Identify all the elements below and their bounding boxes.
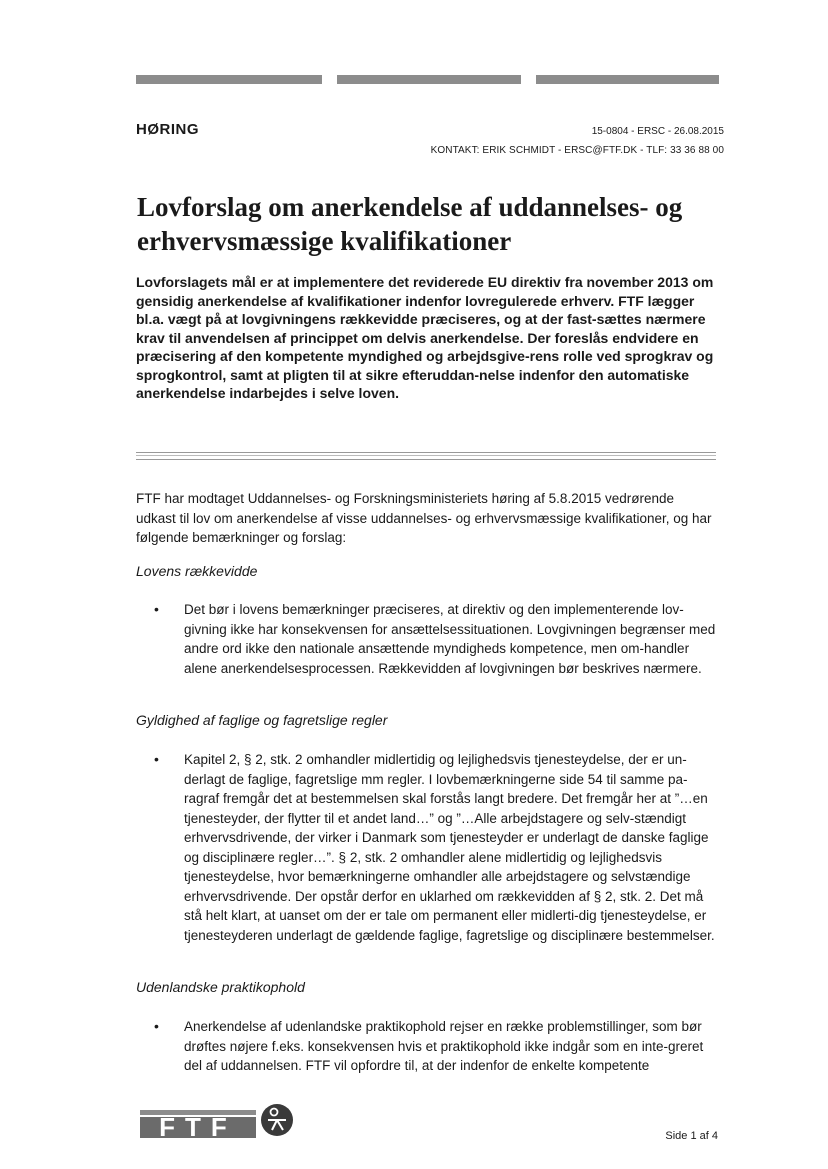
intro-paragraph: FTF har modtaget Uddannelses- og Forskningsministeriets høring af 5.8.2015 vedrørende udkast til lov om anerkendelse af visse uddannelses- og erhvervsmæssige kvalifikationer, og har følgende bemærkninger og forslag: [136,491,712,545]
ftf-logo [140,1102,300,1138]
section-heading-internships: Udenlandske praktikophold [136,979,305,995]
section-heading-validity: Gyldighed af faglige og fagretslige regler [136,712,388,728]
document-type-label: HØRING [136,121,199,138]
bullet-item-validity [136,750,718,945]
section-heading-reach: Lovens rækkevidde [136,563,258,579]
header-rule-3 [536,75,719,84]
lead-paragraph: Lovforslagets mål er at implementere det reviderede EU direktiv fra november 2013 om gensidig anerkendelse af kvalifikationer indenfor lovregulerede erhverv. FTF lægger bl.a. vægt på at lovgivningens rækkevidde præciseres, og at der fast-sættes nærmere krav til anvendelsen af princippet om delvis anerkendelse. Der foreslås endvidere en præcisering af den kompetente myndighed og arbejdsgive-rens rolle ved sprogkrav og sprogkontrol, samt at pligten til at sikre efteruddan-nelse indenfor den automatiske anerkendelse indarbejdes i selve loven. [136,274,714,401]
header-rule-2 [337,75,521,84]
bullet-icon: • [154,601,159,617]
bullet-text: Anerkendelse af udenlandske praktikophold rejser en række problemstillinger, som bør drøftes nøjere f.eks. konsekvensen hvis et praktikophold ikke indgår som en inte-greret del af uddannelsen. FTF vil opfordre til, at der indenfor de enkelte kompetente [184,1019,704,1073]
bullet-icon: • [154,1018,159,1034]
bullet-item-internships [136,1017,718,1076]
section-divider [136,452,716,460]
header-rule-1 [136,75,322,84]
bullet-icon: • [154,751,159,767]
contact-info: KONTAKT: ERIK SCHMIDT - ERSC@FTF.DK - TLF: 33 36 88 00 [430,145,724,156]
bullet-item-reach [136,600,718,678]
document-title: Lovforslag om anerkendelse af uddannelses- og erhvervsmæssige kvalifikationer [137,192,683,256]
bullet-text: Det bør i lovens bemærkninger præciseres, at direktiv og den implementerende lov-givning ikke har konsekvensen for ansættelsessituationen. Lovgivningen begrænser med andre ord ikke den nationale ansættende myndigheds kompetence, men om-handler alene anerkendelsesprocessen. Rækkevidden af lovgivningen bør beskrives nærmere. [184,602,716,676]
reference-number: 15-0804 - ERSC - 26.08.2015 [591,126,724,137]
bullet-text: Kapitel 2, § 2, stk. 2 omhandler midlertidig og lejlighedsvis tjenesteydelse, der er un-derlagt de faglige, fagretslige mm regler. I lovbemærkningerne side 54 til samme pa-ragraf fremgår det at bestemmelsen skal forstås langt bredere. Det fremgår her at ”…en tjenesteyder, der flytter til et andet land…” og ”…Alle arbejdstagere og selv-stændigt erhvervsdrivende, der virker i Danmark som tjenesteyder er underlagt de danske faglige og disciplinære regler…”. § 2, stk. 2 omhandler alene midlertidig og lejlighedsvis tjenesteydelse, hvor bemærkningerne omhandler alle arbejdstagere og selvstændige erhvervsdrivende. Der opstår derfor en uklarhed om rækkevidden af § 2, stk. 2. Det må stå helt klart, at uanset om der er tale om permanent eller midlerti-dig tjenesteydelse, er tjenesteyderen underlagt de gældende faglige, fagretslige og disciplinære bestemmelser. [184,752,715,943]
page-number: Side 1 af 4 [665,1130,718,1142]
logo-text: FTF [159,1112,237,1138]
